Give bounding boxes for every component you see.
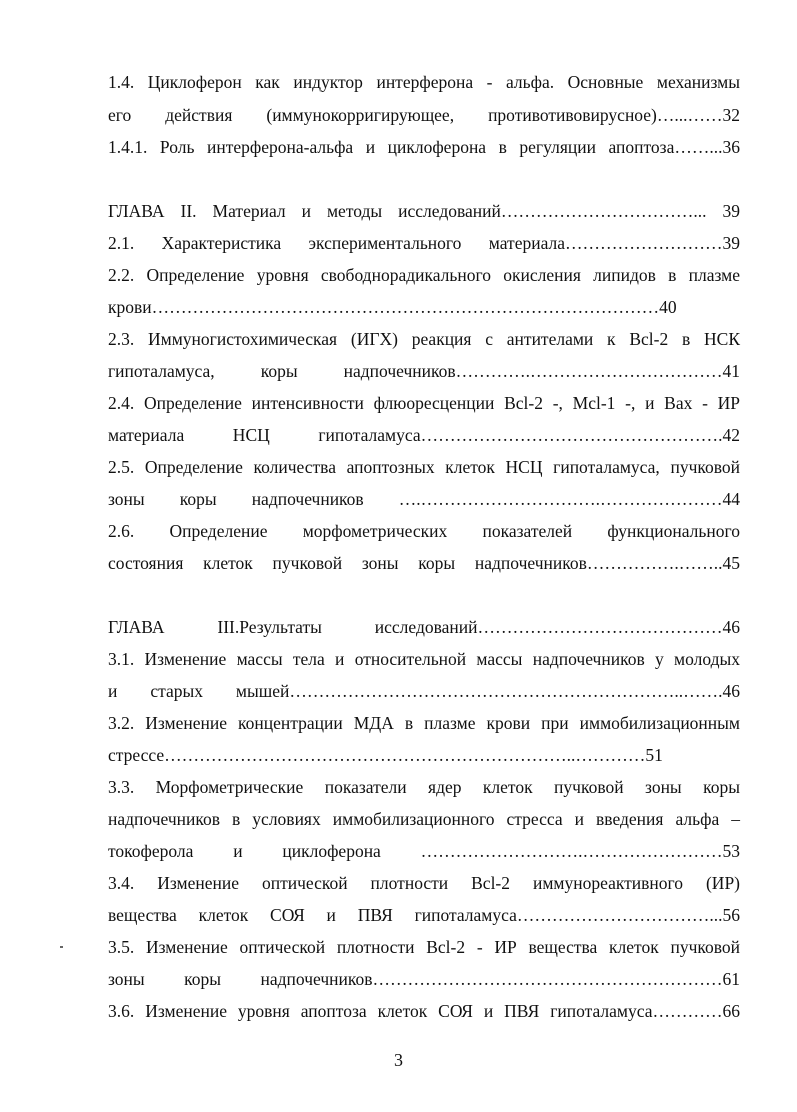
toc-line: материала НСЦ гипоталамуса…………………………………………….42: [108, 425, 740, 445]
toc-line: стрессе……………………………………………………………..…………51: [108, 745, 663, 765]
toc-line: вещества клеток СОЯ и ПВЯ гипоталамуса……………………………...56: [108, 905, 740, 925]
toc-line: 2.1. Характеристика экспериментального материала………………………39: [108, 233, 740, 253]
toc-line: 3.3. Морфометрические показатели ядер клеток пучковой зоны коры: [108, 777, 740, 797]
toc-line: состояния клеток пучковой зоны коры надпочечников…………….……..45: [108, 553, 740, 573]
toc-line: зоны коры надпочечников……………………………………………………61: [108, 969, 740, 989]
toc-line: 3.6. Изменение уровня апоптоза клеток СОЯ и ПВЯ гипоталамуса…………66: [108, 1001, 740, 1021]
toc-line: 2.6. Определение морфометрических показателей функционального: [108, 521, 740, 541]
toc-line: крови……………………………………………………………………………40: [108, 297, 677, 317]
toc-line: 3.1. Изменение массы тела и относительной массы надпочечников у молодых: [108, 649, 740, 669]
toc-line: 1.4.1. Роль интерферона-альфа и циклоферона в регуляции апоптоза……...36: [108, 137, 740, 157]
page-number: 3: [394, 1050, 403, 1070]
toc-line: 3.2. Изменение концентрации МДА в плазме крови при иммобилизационным: [108, 713, 740, 733]
toc-line: 1.4. Циклоферон как индуктор интерферона - альфа. Основные механизмы: [108, 72, 740, 92]
toc-line: токоферола и циклоферона ……………………….……………………53: [108, 841, 740, 861]
toc-line: 3.5. Изменение оптической плотности Bcl-2 - ИР вещества клеток пучковой: [108, 937, 740, 957]
toc-line: гипоталамуса, коры надпочечников………….……………………………41: [108, 361, 740, 381]
toc-line: и старых мышей…………………………………………………………..…….46: [108, 681, 740, 701]
scan-speck: [60, 946, 63, 948]
toc-line: 2.4. Определение интенсивности флюоресценции Bcl-2 -, Mcl-1 -, и Bax - ИР: [108, 393, 740, 413]
chapter-heading: ГЛАВА II. Материал и методы исследований……………………………... 39: [108, 201, 740, 221]
toc-line: надпочечников в условиях иммобилизационного стресса и введения альфа –: [108, 809, 740, 829]
toc-line: 3.4. Изменение оптической плотности Bcl-2 иммунореактивного (ИР): [108, 873, 740, 893]
toc-line: 2.3. Иммуногистохимическая (ИГХ) реакция с антителами к Bcl-2 в НСК: [108, 329, 740, 349]
toc-line: 2.5. Определение количества апоптозных клеток НСЦ гипоталамуса, пучковой: [108, 457, 740, 477]
chapter-heading: ГЛАВА III.Результаты исследований……………………………………46: [108, 617, 740, 637]
toc-line: его действия (иммунокорригирующее, противотивовирусное)…...……32: [108, 105, 740, 125]
toc-line: 2.2. Определение уровня свободнорадикального окисления липидов в плазме: [108, 265, 740, 285]
toc-line: зоны коры надпочечников ….………………………….…………………44: [108, 489, 740, 509]
